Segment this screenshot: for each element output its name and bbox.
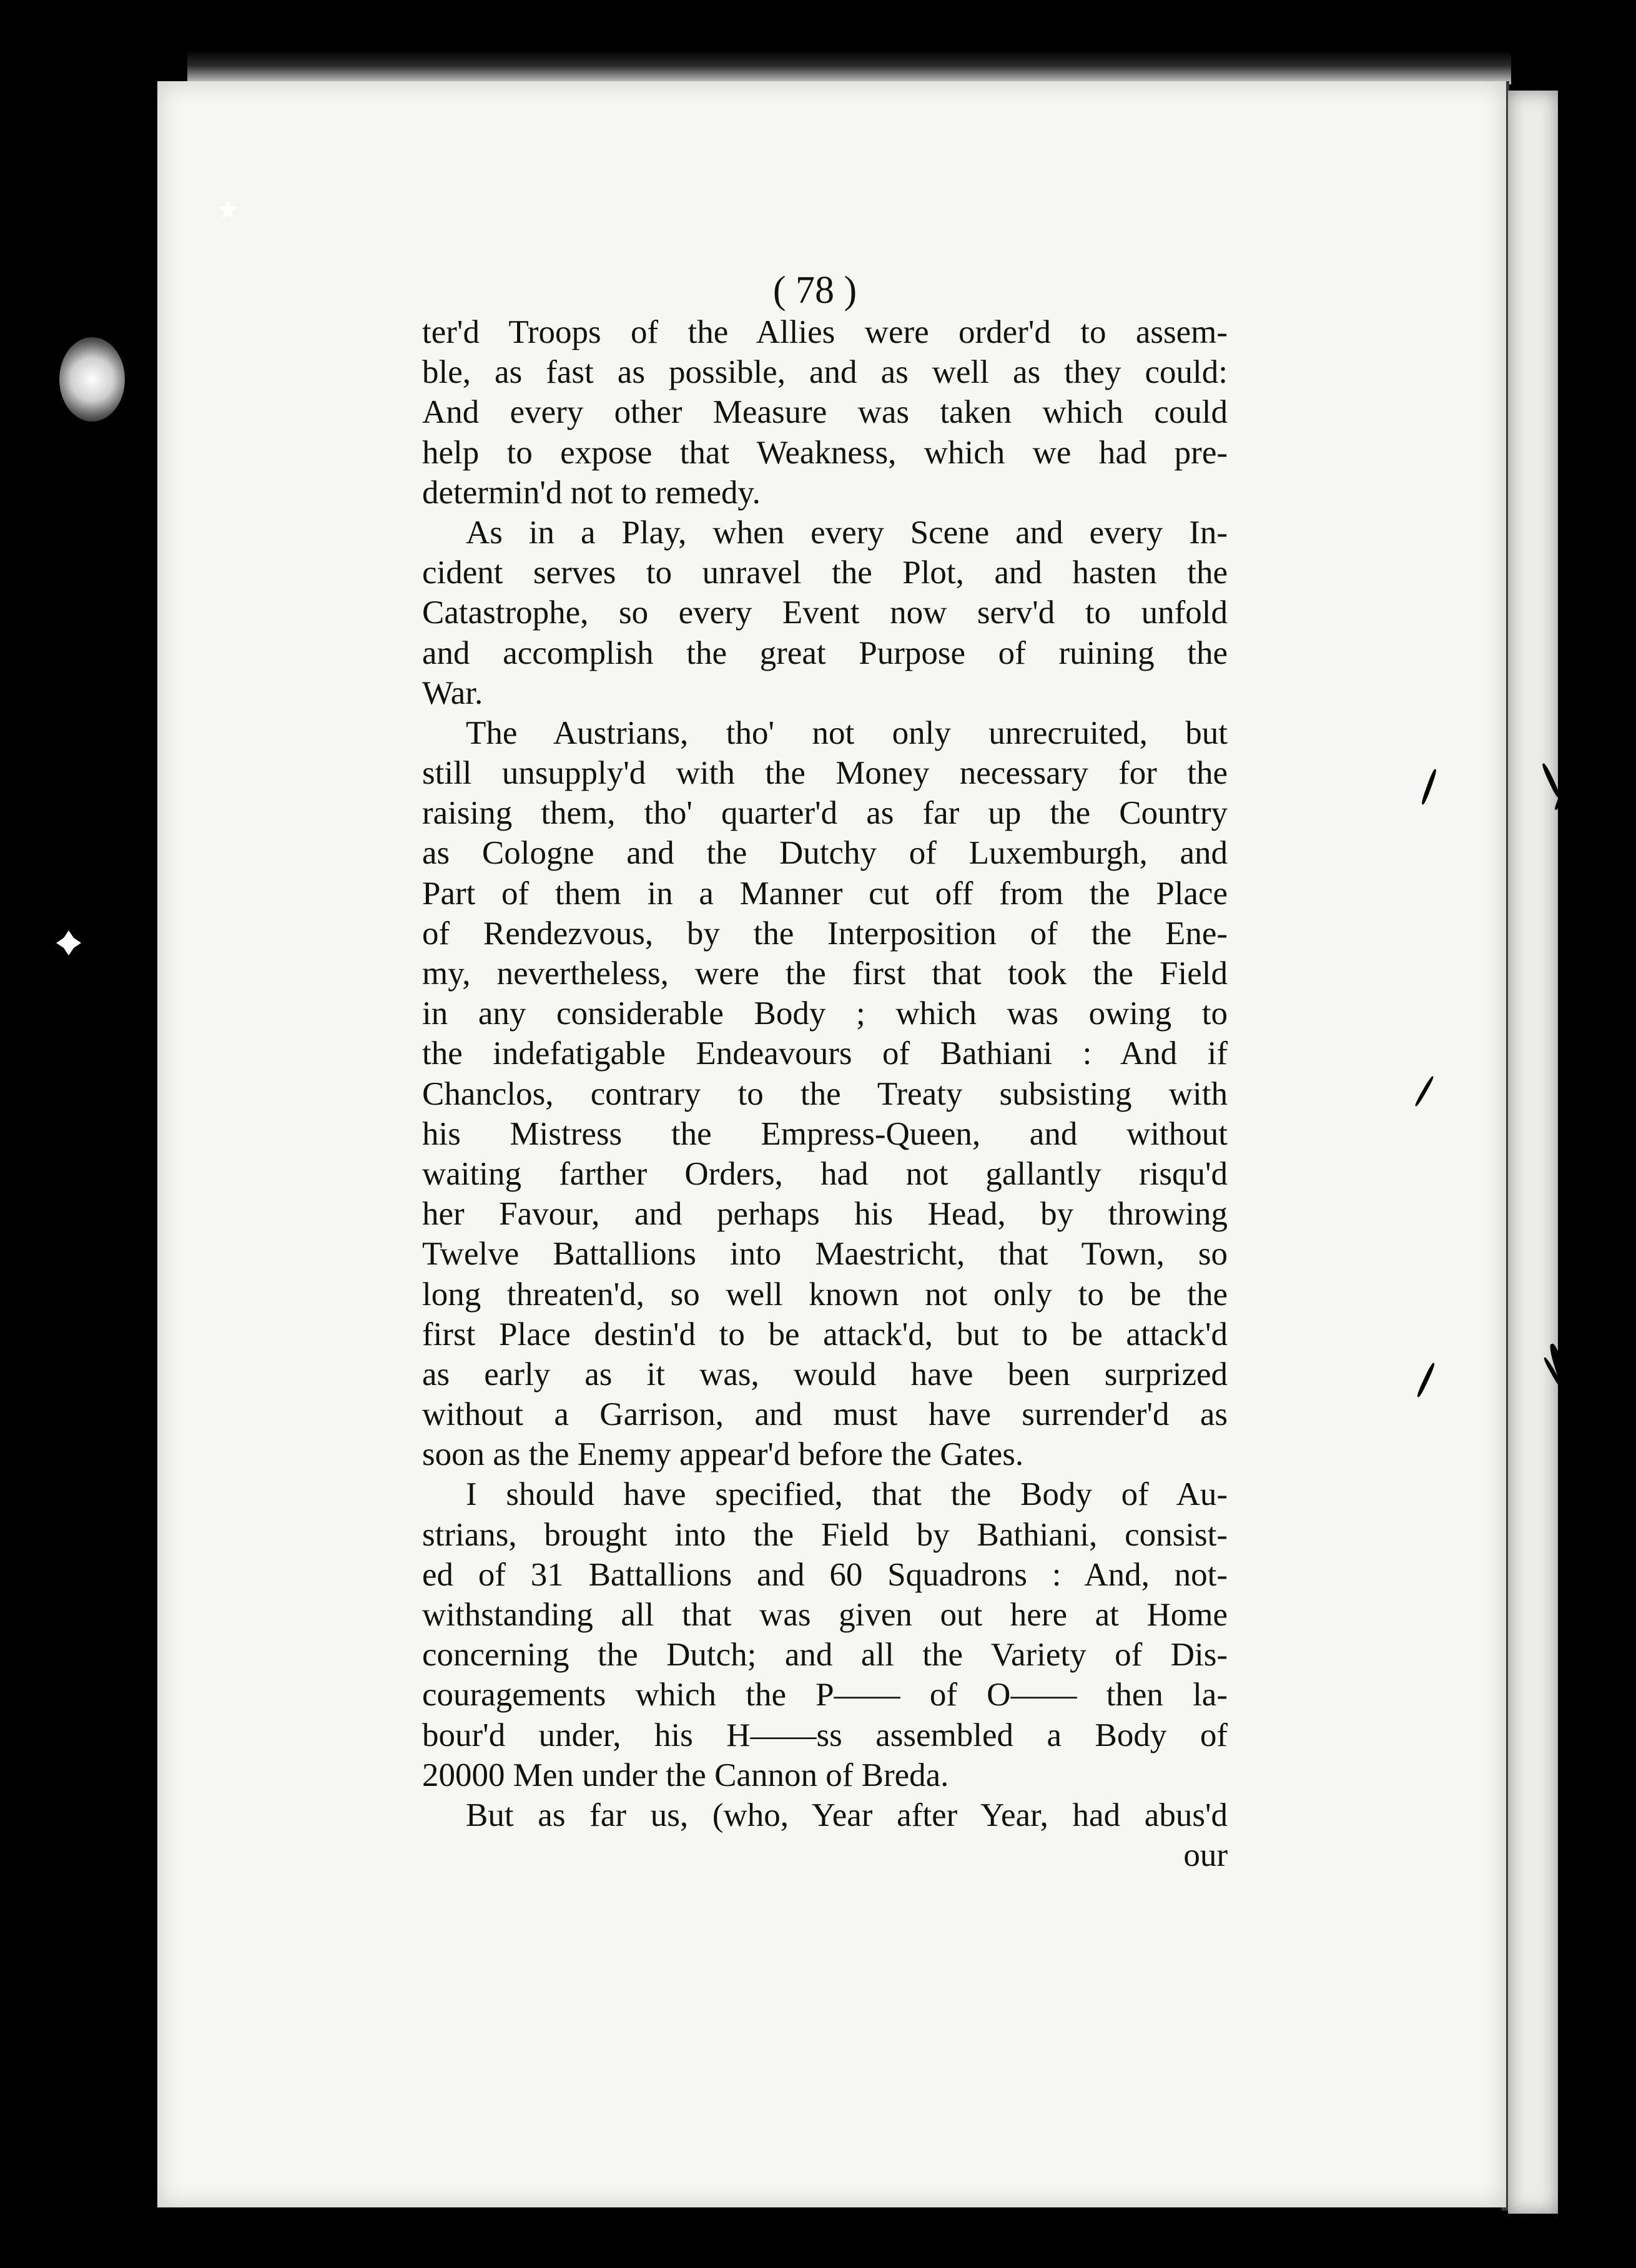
text-line: as Cologne and the Dutchy of Luxemburgh, and bbox=[422, 835, 1228, 872]
text-line: waiting farther Orders, had not gallantly risqu'd bbox=[422, 1155, 1228, 1192]
text-line: couragements which the P—— of O—— then la- bbox=[422, 1677, 1228, 1713]
text-line: War. bbox=[422, 674, 483, 711]
text-line: And every other Measure was taken which could bbox=[422, 394, 1228, 431]
text-line: ed of 31 Battallions and 60 Squadrons : And, not- bbox=[422, 1556, 1228, 1593]
adjacent-page-edge bbox=[1508, 91, 1558, 2214]
text-line: the indefatigable Endeavours of Bathiani : And if bbox=[422, 1035, 1228, 1072]
text-line: without a Garrison, and must have surrender'd as bbox=[422, 1396, 1228, 1433]
text-line: Twelve Battallions into Maestricht, that Town, so bbox=[422, 1236, 1228, 1273]
text-line: ble, as fast as possible, and as well as they could: bbox=[422, 354, 1228, 391]
text-line: as early as it was, would have been surprized bbox=[422, 1356, 1228, 1393]
text-line: my, nevertheless, were the first that took the Field bbox=[422, 955, 1228, 992]
text-line: 20000 Men under the Cannon of Breda. bbox=[422, 1757, 949, 1793]
text-line: long threaten'd, so well known not only to be the bbox=[422, 1276, 1228, 1313]
text-line: concerning the Dutch; and all the Variety of Dis- bbox=[422, 1637, 1228, 1674]
margin-stain bbox=[59, 337, 125, 422]
text-line: withstanding all that was given out here at Home bbox=[422, 1597, 1228, 1633]
text-line: soon as the Enemy appear'd before the Gates. bbox=[422, 1436, 1024, 1473]
text-line: Part of them in a Manner cut off from the Place bbox=[422, 875, 1228, 912]
page-number: ( 78 ) bbox=[772, 269, 857, 312]
text-line: her Favour, and perhaps his Head, by throwing bbox=[422, 1196, 1228, 1233]
text-line: his Mistress the Empress-Queen, and without bbox=[422, 1115, 1228, 1152]
page-top-edge bbox=[187, 50, 1511, 84]
text-line: bour'd under, his H——ss assembled a Body of bbox=[422, 1717, 1228, 1753]
text-line: The Austrians, tho' not only unrecruited, but bbox=[466, 714, 1228, 751]
paper-speck bbox=[56, 930, 81, 955]
text-line: help to expose that Weakness, which we had pre- bbox=[422, 434, 1228, 471]
text-line: determin'd not to remedy. bbox=[422, 474, 761, 511]
body-text bbox=[422, 312, 1228, 1875]
text-line: Chanclos, contrary to the Treaty subsisting with bbox=[422, 1075, 1228, 1112]
text-line: But as far us, (who, Year after Year, had abus'd bbox=[466, 1797, 1228, 1833]
text-line: As in a Play, when every Scene and every In- bbox=[466, 514, 1228, 551]
text-line: in any considerable Body ; which was owing to bbox=[422, 995, 1228, 1032]
text-line: strians, brought into the Field by Bathiani, consist- bbox=[422, 1516, 1228, 1553]
text-line: of Rendezvous, by the Interposition of the Ene- bbox=[422, 915, 1228, 952]
text-line: our bbox=[1183, 1837, 1228, 1874]
text-line: first Place destin'd to be attack'd, but to be attack'd bbox=[422, 1316, 1228, 1353]
text-line: I should have specified, that the Body of Au- bbox=[466, 1476, 1228, 1513]
text-line: still unsupply'd with the Money necessary for the bbox=[422, 755, 1228, 792]
text-line: and accomplish the great Purpose of ruining the bbox=[422, 634, 1228, 671]
text-line: Catastrophe, so every Event now serv'd to unfold bbox=[422, 594, 1228, 631]
text-line: ter'd Troops of the Allies were order'd to assem- bbox=[422, 314, 1228, 350]
text-line: raising them, tho' quarter'd as far up the Country bbox=[422, 795, 1228, 832]
text-line: cident serves to unravel the Plot, and hasten the bbox=[422, 555, 1228, 591]
